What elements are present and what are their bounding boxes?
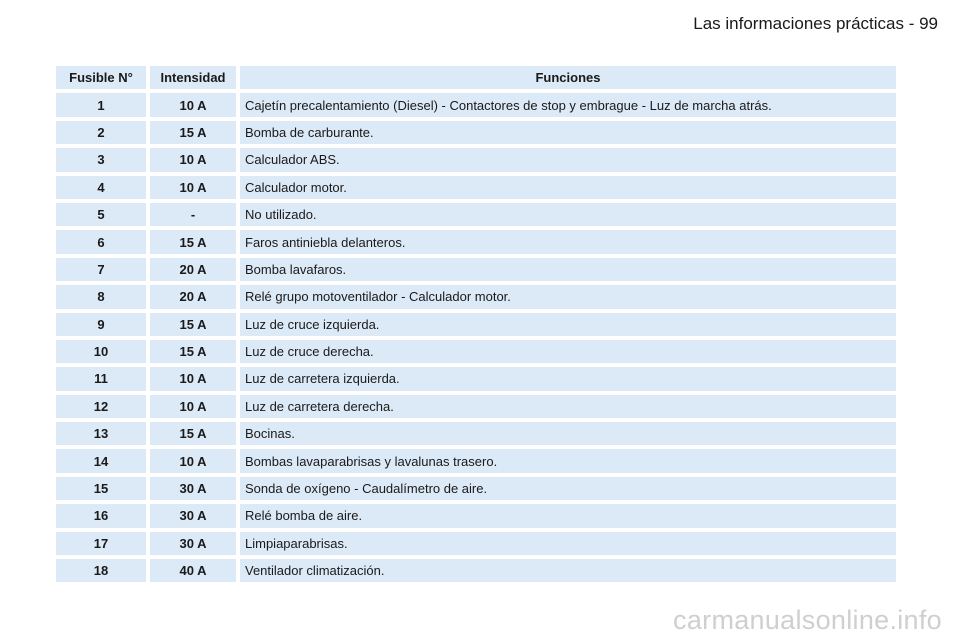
table-row bbox=[56, 367, 896, 390]
table-row bbox=[56, 258, 896, 281]
function-cell: Calculador ABS. bbox=[240, 148, 896, 171]
function-cell: Luz de cruce derecha. bbox=[240, 340, 896, 363]
function-cell: Luz de carretera izquierda. bbox=[240, 367, 896, 390]
fuse-number-cell: 5 bbox=[56, 203, 146, 226]
amperage-cell: 20 A bbox=[150, 258, 236, 281]
table-row bbox=[56, 230, 896, 253]
table-row bbox=[56, 93, 896, 116]
table-row bbox=[56, 559, 896, 582]
amperage-cell: 15 A bbox=[150, 121, 236, 144]
amperage-cell: - bbox=[150, 203, 236, 226]
fuse-number-cell: 13 bbox=[56, 422, 146, 445]
amperage-cell: 20 A bbox=[150, 285, 236, 308]
fuse-number-cell: 10 bbox=[56, 340, 146, 363]
function-cell: Bocinas. bbox=[240, 422, 896, 445]
table-row bbox=[56, 395, 896, 418]
amperage-cell: 30 A bbox=[150, 504, 236, 527]
amperage-cell: 30 A bbox=[150, 532, 236, 555]
table-row bbox=[56, 340, 896, 363]
column-header-fuse-number: Fusible N° bbox=[56, 66, 146, 89]
amperage-cell: 10 A bbox=[150, 148, 236, 171]
table-row bbox=[56, 121, 896, 144]
fuse-table bbox=[52, 62, 900, 586]
function-cell: Ventilador climatización. bbox=[240, 559, 896, 582]
function-cell: Cajetín precalentamiento (Diesel) - Contactores de stop y embrague - Luz de marcha atrás. bbox=[240, 93, 896, 116]
amperage-cell: 10 A bbox=[150, 395, 236, 418]
fuse-number-cell: 9 bbox=[56, 313, 146, 336]
amperage-cell: 15 A bbox=[150, 313, 236, 336]
table-row bbox=[56, 449, 896, 472]
function-cell: No utilizado. bbox=[240, 203, 896, 226]
fuse-number-cell: 12 bbox=[56, 395, 146, 418]
fuse-number-cell: 3 bbox=[56, 148, 146, 171]
amperage-cell: 10 A bbox=[150, 449, 236, 472]
fuse-number-cell: 8 bbox=[56, 285, 146, 308]
function-cell: Relé bomba de aire. bbox=[240, 504, 896, 527]
amperage-cell: 30 A bbox=[150, 477, 236, 500]
amperage-cell: 15 A bbox=[150, 230, 236, 253]
fuse-number-cell: 6 bbox=[56, 230, 146, 253]
fuse-number-cell: 16 bbox=[56, 504, 146, 527]
fuse-number-cell: 14 bbox=[56, 449, 146, 472]
function-cell: Calculador motor. bbox=[240, 176, 896, 199]
table-header-row bbox=[56, 66, 896, 89]
table-row bbox=[56, 203, 896, 226]
function-cell: Faros antiniebla delanteros. bbox=[240, 230, 896, 253]
amperage-cell: 15 A bbox=[150, 340, 236, 363]
fuse-number-cell: 7 bbox=[56, 258, 146, 281]
amperage-cell: 10 A bbox=[150, 93, 236, 116]
table-row bbox=[56, 422, 896, 445]
function-cell: Bombas lavaparabrisas y lavalunas trasero. bbox=[240, 449, 896, 472]
function-cell: Luz de cruce izquierda. bbox=[240, 313, 896, 336]
function-cell: Relé grupo motoventilador - Calculador motor. bbox=[240, 285, 896, 308]
watermark: carmanualsonline.info bbox=[673, 605, 942, 635]
fuse-number-cell: 15 bbox=[56, 477, 146, 500]
fuse-number-cell: 11 bbox=[56, 367, 146, 390]
table-row bbox=[56, 148, 896, 171]
fuse-number-cell: 1 bbox=[56, 93, 146, 116]
table-row bbox=[56, 313, 896, 336]
table-row bbox=[56, 477, 896, 500]
fuse-number-cell: 2 bbox=[56, 121, 146, 144]
table-row bbox=[56, 532, 896, 555]
column-header-functions: Funciones bbox=[240, 66, 896, 89]
amperage-cell: 10 A bbox=[150, 176, 236, 199]
fuse-number-cell: 4 bbox=[56, 176, 146, 199]
function-cell: Limpiaparabrisas. bbox=[240, 532, 896, 555]
function-cell: Bomba de carburante. bbox=[240, 121, 896, 144]
amperage-cell: 10 A bbox=[150, 367, 236, 390]
amperage-cell: 40 A bbox=[150, 559, 236, 582]
function-cell: Luz de carretera derecha. bbox=[240, 395, 896, 418]
fuse-number-cell: 17 bbox=[56, 532, 146, 555]
table-row bbox=[56, 504, 896, 527]
function-cell: Bomba lavafaros. bbox=[240, 258, 896, 281]
fuse-number-cell: 18 bbox=[56, 559, 146, 582]
function-cell: Sonda de oxígeno - Caudalímetro de aire. bbox=[240, 477, 896, 500]
table-row bbox=[56, 176, 896, 199]
table-row bbox=[56, 285, 896, 308]
fuse-table-body bbox=[56, 93, 896, 582]
amperage-cell: 15 A bbox=[150, 422, 236, 445]
page-title: Las informaciones prácticas - 99 bbox=[693, 14, 938, 33]
column-header-amperage: Intensidad bbox=[150, 66, 236, 89]
